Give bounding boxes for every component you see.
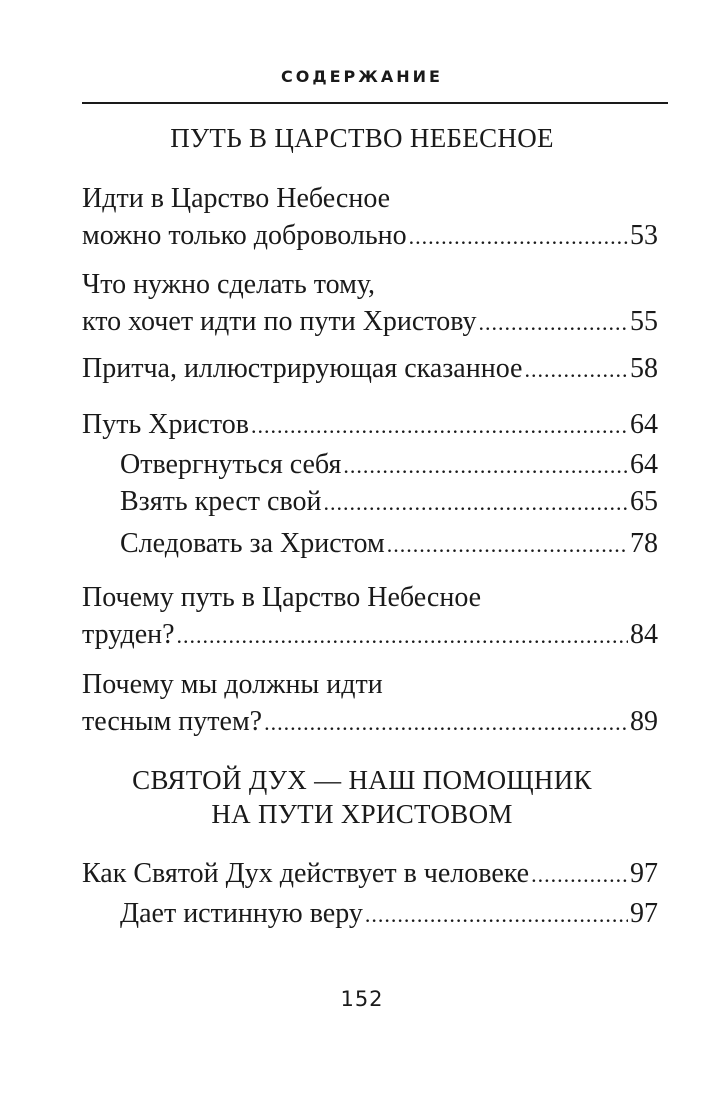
toc-entry-text: Почему путь в Царство Небесное — [82, 582, 482, 613]
page-number: 64 — [630, 409, 658, 440]
page-number: 55 — [630, 306, 658, 337]
section-title-line: СВЯТОЙ ДУХ — НАШ ПОМОЩНИК — [132, 765, 592, 795]
toc-entry-text: кто хочет идти по пути Христову — [82, 306, 477, 337]
section-title — [0, 121, 724, 155]
toc-entry-text: Следовать за Христом — [120, 528, 385, 559]
dot-leader — [343, 447, 628, 484]
dot-leader — [264, 704, 628, 741]
toc-entry-final-line — [82, 303, 658, 341]
toc-entry-text: Притча, иллюстрирующая сказанное — [82, 353, 523, 384]
dot-leader — [531, 856, 628, 893]
toc-entry-text: труден? — [82, 619, 175, 650]
dot-leader — [251, 407, 628, 444]
dot-leader — [409, 218, 628, 255]
dot-leader — [524, 351, 628, 388]
page-number: 64 — [630, 449, 658, 480]
toc-entry-final-line — [82, 217, 658, 255]
section-title-line: ПУТЬ В ЦАРСТВО НЕБЕСНОЕ — [170, 123, 554, 153]
toc-entry-final-line — [120, 483, 658, 521]
toc-entry-final-line — [82, 616, 658, 654]
toc-entry-text: Почему мы должны идти — [82, 669, 383, 700]
page-number: 53 — [630, 220, 658, 251]
toc-entry-final-line — [82, 406, 658, 444]
section-title-line: НА ПУТИ ХРИСТОВОМ — [211, 799, 513, 829]
toc-entry-final-line — [120, 446, 658, 484]
page-number: 97 — [630, 858, 658, 889]
toc-entry[interactable] — [82, 855, 658, 893]
toc-entry-final-line — [82, 350, 658, 388]
toc-entry-final-line — [82, 703, 658, 741]
dot-leader — [478, 304, 628, 341]
page-number: 58 — [630, 353, 658, 384]
dot-leader — [387, 526, 628, 563]
toc-entry-text: Что нужно сделать тому, — [82, 269, 376, 300]
page-number: 97 — [630, 898, 658, 929]
toc-entry[interactable] — [82, 350, 658, 388]
toc-entry-final-line — [120, 525, 658, 563]
page-folio: 152 — [340, 987, 384, 1011]
dot-leader — [365, 896, 628, 933]
toc-entry-text: тесным путем? — [82, 706, 263, 737]
toc-entry-text: Взять крест свой — [120, 486, 322, 517]
toc-subentry[interactable] — [120, 446, 658, 484]
toc-entry-final-line — [120, 895, 658, 933]
dot-leader — [177, 617, 628, 654]
page-number: 78 — [630, 528, 658, 559]
toc-entry-text: Отвергнуться себя — [120, 449, 342, 480]
page-number: 65 — [630, 486, 658, 517]
toc-entry[interactable] — [82, 579, 658, 654]
toc-entry[interactable] — [82, 406, 658, 444]
toc-subentry[interactable] — [120, 525, 658, 563]
toc-entry-text: можно только добровольно — [82, 220, 407, 251]
page-number: 89 — [630, 706, 658, 737]
running-head: СОДЕРЖАНИЕ — [281, 67, 443, 86]
toc-entry-text: Дает истинную веру — [120, 898, 363, 929]
section-title — [0, 763, 724, 831]
toc-entry-text: Как Святой Дух действует в человеке — [82, 858, 530, 889]
toc-entry-text: Путь Христов — [82, 409, 249, 440]
toc-subentry[interactable] — [120, 483, 658, 521]
toc-entry[interactable] — [82, 180, 658, 255]
toc-entry-final-line — [82, 855, 658, 893]
toc-subentry[interactable] — [120, 895, 658, 933]
toc-entry[interactable] — [82, 266, 658, 341]
header-rule — [82, 102, 668, 104]
toc-entry-text: Идти в Царство Небесное — [82, 183, 391, 214]
toc-entry[interactable] — [82, 666, 658, 741]
dot-leader — [323, 484, 628, 521]
page-number: 84 — [630, 619, 658, 650]
